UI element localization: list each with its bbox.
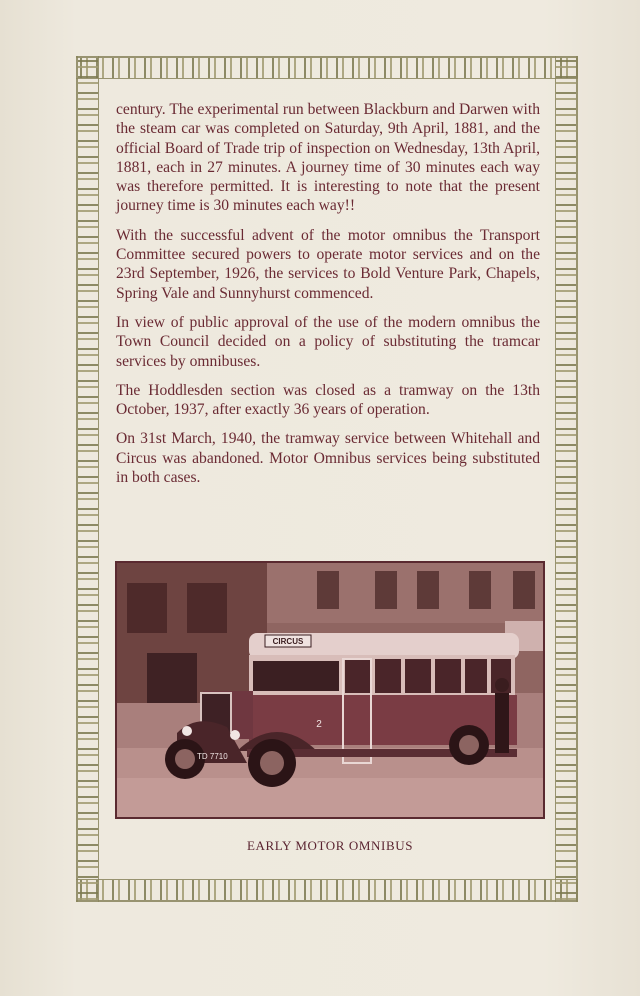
photo-caption: EARLY MOTOR OMNIBUS: [246, 838, 414, 853]
paragraph: On 31st March, 1940, the tramway service between Whitehall and Circus was abandoned. Motor Omnibus services being substituted in both cases.: [116, 430, 540, 487]
destination-sign: CIRCUS: [272, 637, 304, 646]
registration-plate: TD 7710: [197, 752, 228, 761]
paragraph: century. The experimental run between Blackburn and Darwen with the steam car was completed on Saturday, 9th April, 1881, and the official Board of Trade trip of inspection on Wednesday, 13th April, 1881, each in 27 minutes. A journey time of 30 minutes each way was therefore permitted. It is interesting to note that the present journey time is 30 minutes each way!!: [116, 101, 540, 215]
border-top: [76, 56, 578, 79]
paragraph: The Hoddlesden section was closed as a tramway on the 13th October, 1937, after exactly 36 years of operation.: [116, 381, 540, 419]
paragraph: With the successful advent of the motor omnibus the Transport Committee secured powers to operate motor services and on the 23rd September, 1926, the services to Bold Venture Park, Chapels, Spring Vale and Sunnyhurst commenced.: [116, 226, 540, 302]
bus-photo-illustration: [117, 563, 543, 817]
paragraph: In view of public approval of the use of the modern omnibus the Town Council decided on a policy of substituting the tramcar services by omnibuses.: [116, 313, 540, 370]
bus-photograph: [115, 561, 545, 819]
border-left: [76, 56, 99, 902]
border-right: [555, 56, 578, 902]
body-text: [116, 100, 540, 497]
fleet-number: 2: [316, 719, 322, 730]
border-bottom: [76, 879, 578, 902]
